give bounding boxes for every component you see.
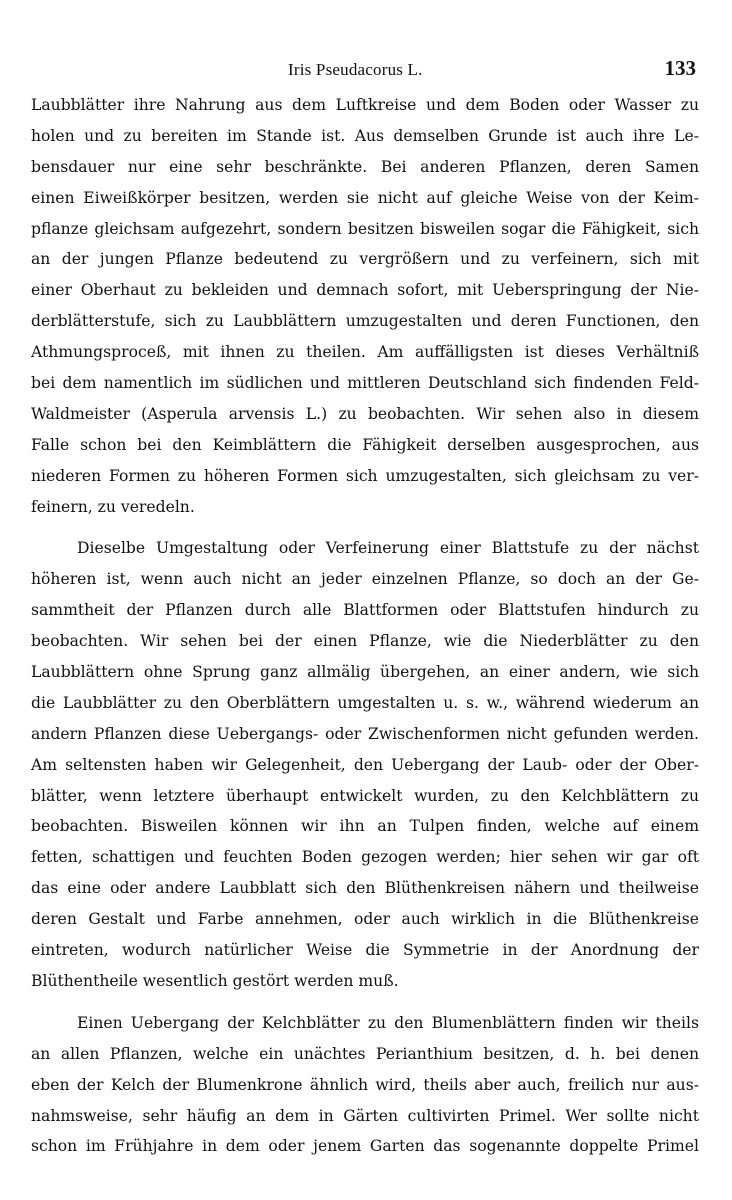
text-line: an der jungen Pflanze bedeutend zu vergrößern und zu verfeinern, sich mit — [31, 250, 699, 269]
text-line: andern Pflanzen diese Uebergangs- oder Zwischenformen nicht gefunden werden. — [31, 724, 699, 743]
text-line: beobachten. Bisweilen können wir ihn an Tulpen finden, welche auf einem — [31, 817, 699, 836]
text-line: einen Eiweißkörper besitzen, werden sie nicht auf gleiche Weise von der Keim- — [31, 188, 699, 207]
text-line: sammtheit der Pflanzen durch alle Blattformen oder Blattstufen hindurch zu — [31, 601, 699, 620]
text-line: an allen Pflanzen, welche ein unächtes Perianthium besitzen, d. h. bei denen — [31, 1044, 699, 1063]
text-line: schon im Frühjahre in dem oder jenem Garten das sogenannte doppelte Primel — [31, 1137, 699, 1156]
text-line: pflanze gleichsam aufgezehrt, sondern besitzen bisweilen sogar die Fähigkeit, sich — [31, 219, 699, 238]
text-line: bei dem namentlich im südlichen und mittleren Deutschland sich findenden Feld- — [31, 374, 699, 393]
running-title: Iris Pseudacorus L. — [288, 60, 423, 79]
text-line: holen und zu bereiten im Stande ist. Aus demselben Grunde ist auch ihre Le- — [31, 126, 699, 145]
text-line: beobachten. Wir sehen bei der einen Pflanze, wie die Niederblätter zu den — [31, 632, 699, 651]
paragraph-2 — [31, 533, 699, 996]
text-line: Dieselbe Umgestaltung oder Verfeinerung einer Blattstufe zu der nächst — [77, 539, 699, 558]
text-line: das eine oder andere Laubblatt sich den Blüthenkreisen nähern und theilweise — [31, 879, 699, 898]
text-line: eben der Kelch der Blumenkrone ähnlich wird, theils aber auch, freilich nur aus- — [31, 1075, 699, 1094]
text-line: derblätterstufe, sich zu Laubblättern umzugestalten und deren Functionen, den — [31, 312, 699, 331]
text-line: Waldmeister (Asperula arvensis L.) zu beobachten. Wir sehen also in diesem — [31, 404, 699, 423]
text-line: Einen Uebergang der Kelchblätter zu den Blumenblättern finden wir theils — [77, 1013, 699, 1032]
page-header — [0, 56, 732, 86]
page-number: 133 — [664, 56, 696, 80]
text-line: Laubblättern ohne Sprung ganz allmälig übergehen, an einer andern, wie sich — [31, 663, 699, 682]
text-line: Athmungsproceß, mit ihnen zu theilen. Am auffälligsten ist dieses Verhältniß — [31, 343, 699, 362]
text-line: deren Gestalt und Farbe annehmen, oder auch wirklich in die Blüthenkreise — [31, 910, 699, 929]
text-line: höheren ist, wenn auch nicht an jeder einzelnen Pflanze, so doch an der Ge- — [31, 570, 699, 589]
text-line: fetten, schattigen und feuchten Boden gezogen werden; hier sehen wir gar oft — [31, 848, 699, 867]
text-line: nahmsweise, sehr häufig an dem in Gärten cultivirten Primel. Wer sollte nicht — [31, 1106, 699, 1125]
text-line: Falle schon bei den Keimblättern die Fähigkeit derselben ausgesprochen, aus — [31, 435, 699, 454]
text-line: die Laubblätter zu den Oberblättern umgestalten u. s. w., während wiederum an — [31, 693, 699, 712]
text-line: bensdauer nur eine sehr beschränkte. Bei anderen Pflanzen, deren Samen — [31, 157, 699, 176]
body-text — [31, 90, 699, 1162]
text-line: niederen Formen zu höheren Formen sich umzugestalten, sich gleichsam zu ver- — [31, 466, 699, 485]
paragraph-3 — [31, 1008, 699, 1162]
paragraph-1 — [31, 90, 699, 522]
paragraph-gap — [31, 522, 699, 533]
text-line: eintreten, wodurch natürlicher Weise die Symmetrie in der Anordnung der — [31, 941, 699, 960]
text-line: Am seltensten haben wir Gelegenheit, den Uebergang der Laub- oder der Ober- — [31, 755, 699, 774]
text-line: feinern, zu veredeln. — [31, 497, 195, 516]
paragraph-gap — [31, 997, 699, 1008]
text-line: Blüthentheile wesentlich gestört werden muß. — [31, 971, 399, 990]
text-line: Laubblätter ihre Nahrung aus dem Luftkreise und dem Boden oder Wasser zu — [31, 96, 699, 114]
text-line: einer Oberhaut zu bekleiden und demnach sofort, mit Ueberspringung der Nie- — [31, 281, 699, 300]
text-line: blätter, wenn letztere überhaupt entwickelt wurden, zu den Kelchblättern zu — [31, 786, 699, 805]
